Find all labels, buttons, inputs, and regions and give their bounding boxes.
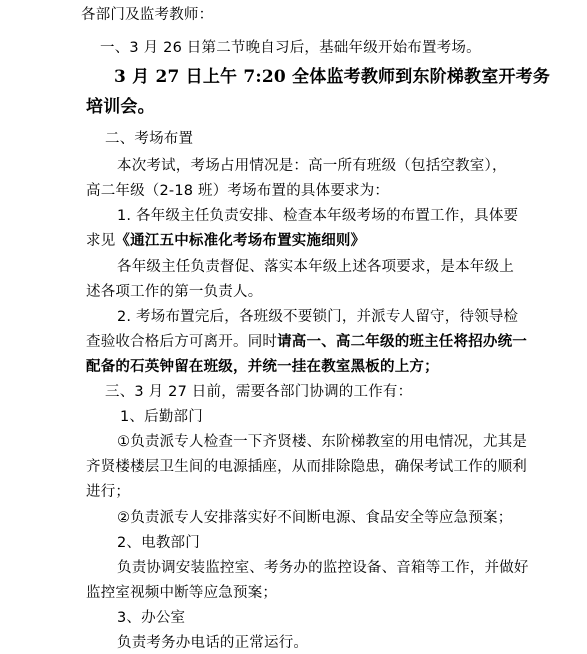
office-heading: 3、办公室 <box>117 610 186 626</box>
av-dept-line-2: 监控室视频中断等应急预案； <box>86 585 278 601</box>
training-notice-line-2: 培训会。 <box>86 97 155 117</box>
para-responsibility-line-2: 述各项工作的第一负责人。 <box>86 284 263 300</box>
item-2-line-2 <box>86 331 527 353</box>
rules-document-title: 《通江五中标准化考场布置实施细则》 <box>115 233 366 249</box>
logistics-item-1-line-1: ①负责派专人检查一下齐贤楼、东阶梯教室的用电情况，尤其是 <box>117 434 528 450</box>
clock-instruction-start: 请高一、高二年级的班主任将招办统一 <box>277 334 528 350</box>
item-1-prefix: 求见 <box>86 233 116 249</box>
para-occupancy-line-1: 本次考试，考场占用情况是：高一所有班级（包括空教室）， <box>117 158 507 174</box>
clock-instruction-end: 配备的石英钟留在班级，并统一挂在教室黑板的上方； <box>86 359 439 375</box>
para-responsibility-line-1: 各年级主任负责督促、落实本年级上述各项要求，是本年级上 <box>117 259 514 275</box>
salutation: 各部门及监考教师： <box>81 7 214 23</box>
office-text: 负责考务办电话的正常运行。 <box>117 635 309 651</box>
logistics-item-2: ②负责派专人安排落实好不间断电源、食品安全等应急预案； <box>117 510 513 526</box>
item-2-prefix: 查验收合格后方可离开。同时 <box>86 334 278 350</box>
section-1-text: 一、3 月 26 日第二节晚自习后，基础年级开始布置考场。 <box>100 40 481 56</box>
av-dept-line-1: 负责协调安装监控室、考务办的监控设备、音箱等工作，并做好 <box>117 560 529 576</box>
item-1-line-1: 1. 各年级主任负责安排、检查本年级考场的布置工作，具体要 <box>117 208 519 224</box>
item-2-line-1: 2. 考场布置完后，各班级不要锁门，并派专人留守，待领导检 <box>117 309 519 325</box>
av-dept-heading: 2、电教部门 <box>117 535 200 551</box>
section-3-heading: 三、3 月 27 日前，需要各部门协调的工作有： <box>105 384 413 400</box>
para-occupancy-line-2: 高二年级（2-18 班）考场布置的具体要求为： <box>86 183 390 199</box>
section-2-heading: 二、考场布置 <box>105 131 194 147</box>
item-1-line-2 <box>86 230 365 252</box>
training-notice-line-1: 3 月 27 日上午 7:20 全体监考教师到东阶梯教室开考务 <box>114 67 551 87</box>
logistics-heading: 1、后勤部门 <box>120 409 203 425</box>
logistics-item-1-line-3: 进行； <box>86 484 131 500</box>
logistics-item-1-line-2: 齐贤楼楼层卫生间的电源插座，从而排除隐患，确保考试工作的顺利 <box>86 459 527 475</box>
